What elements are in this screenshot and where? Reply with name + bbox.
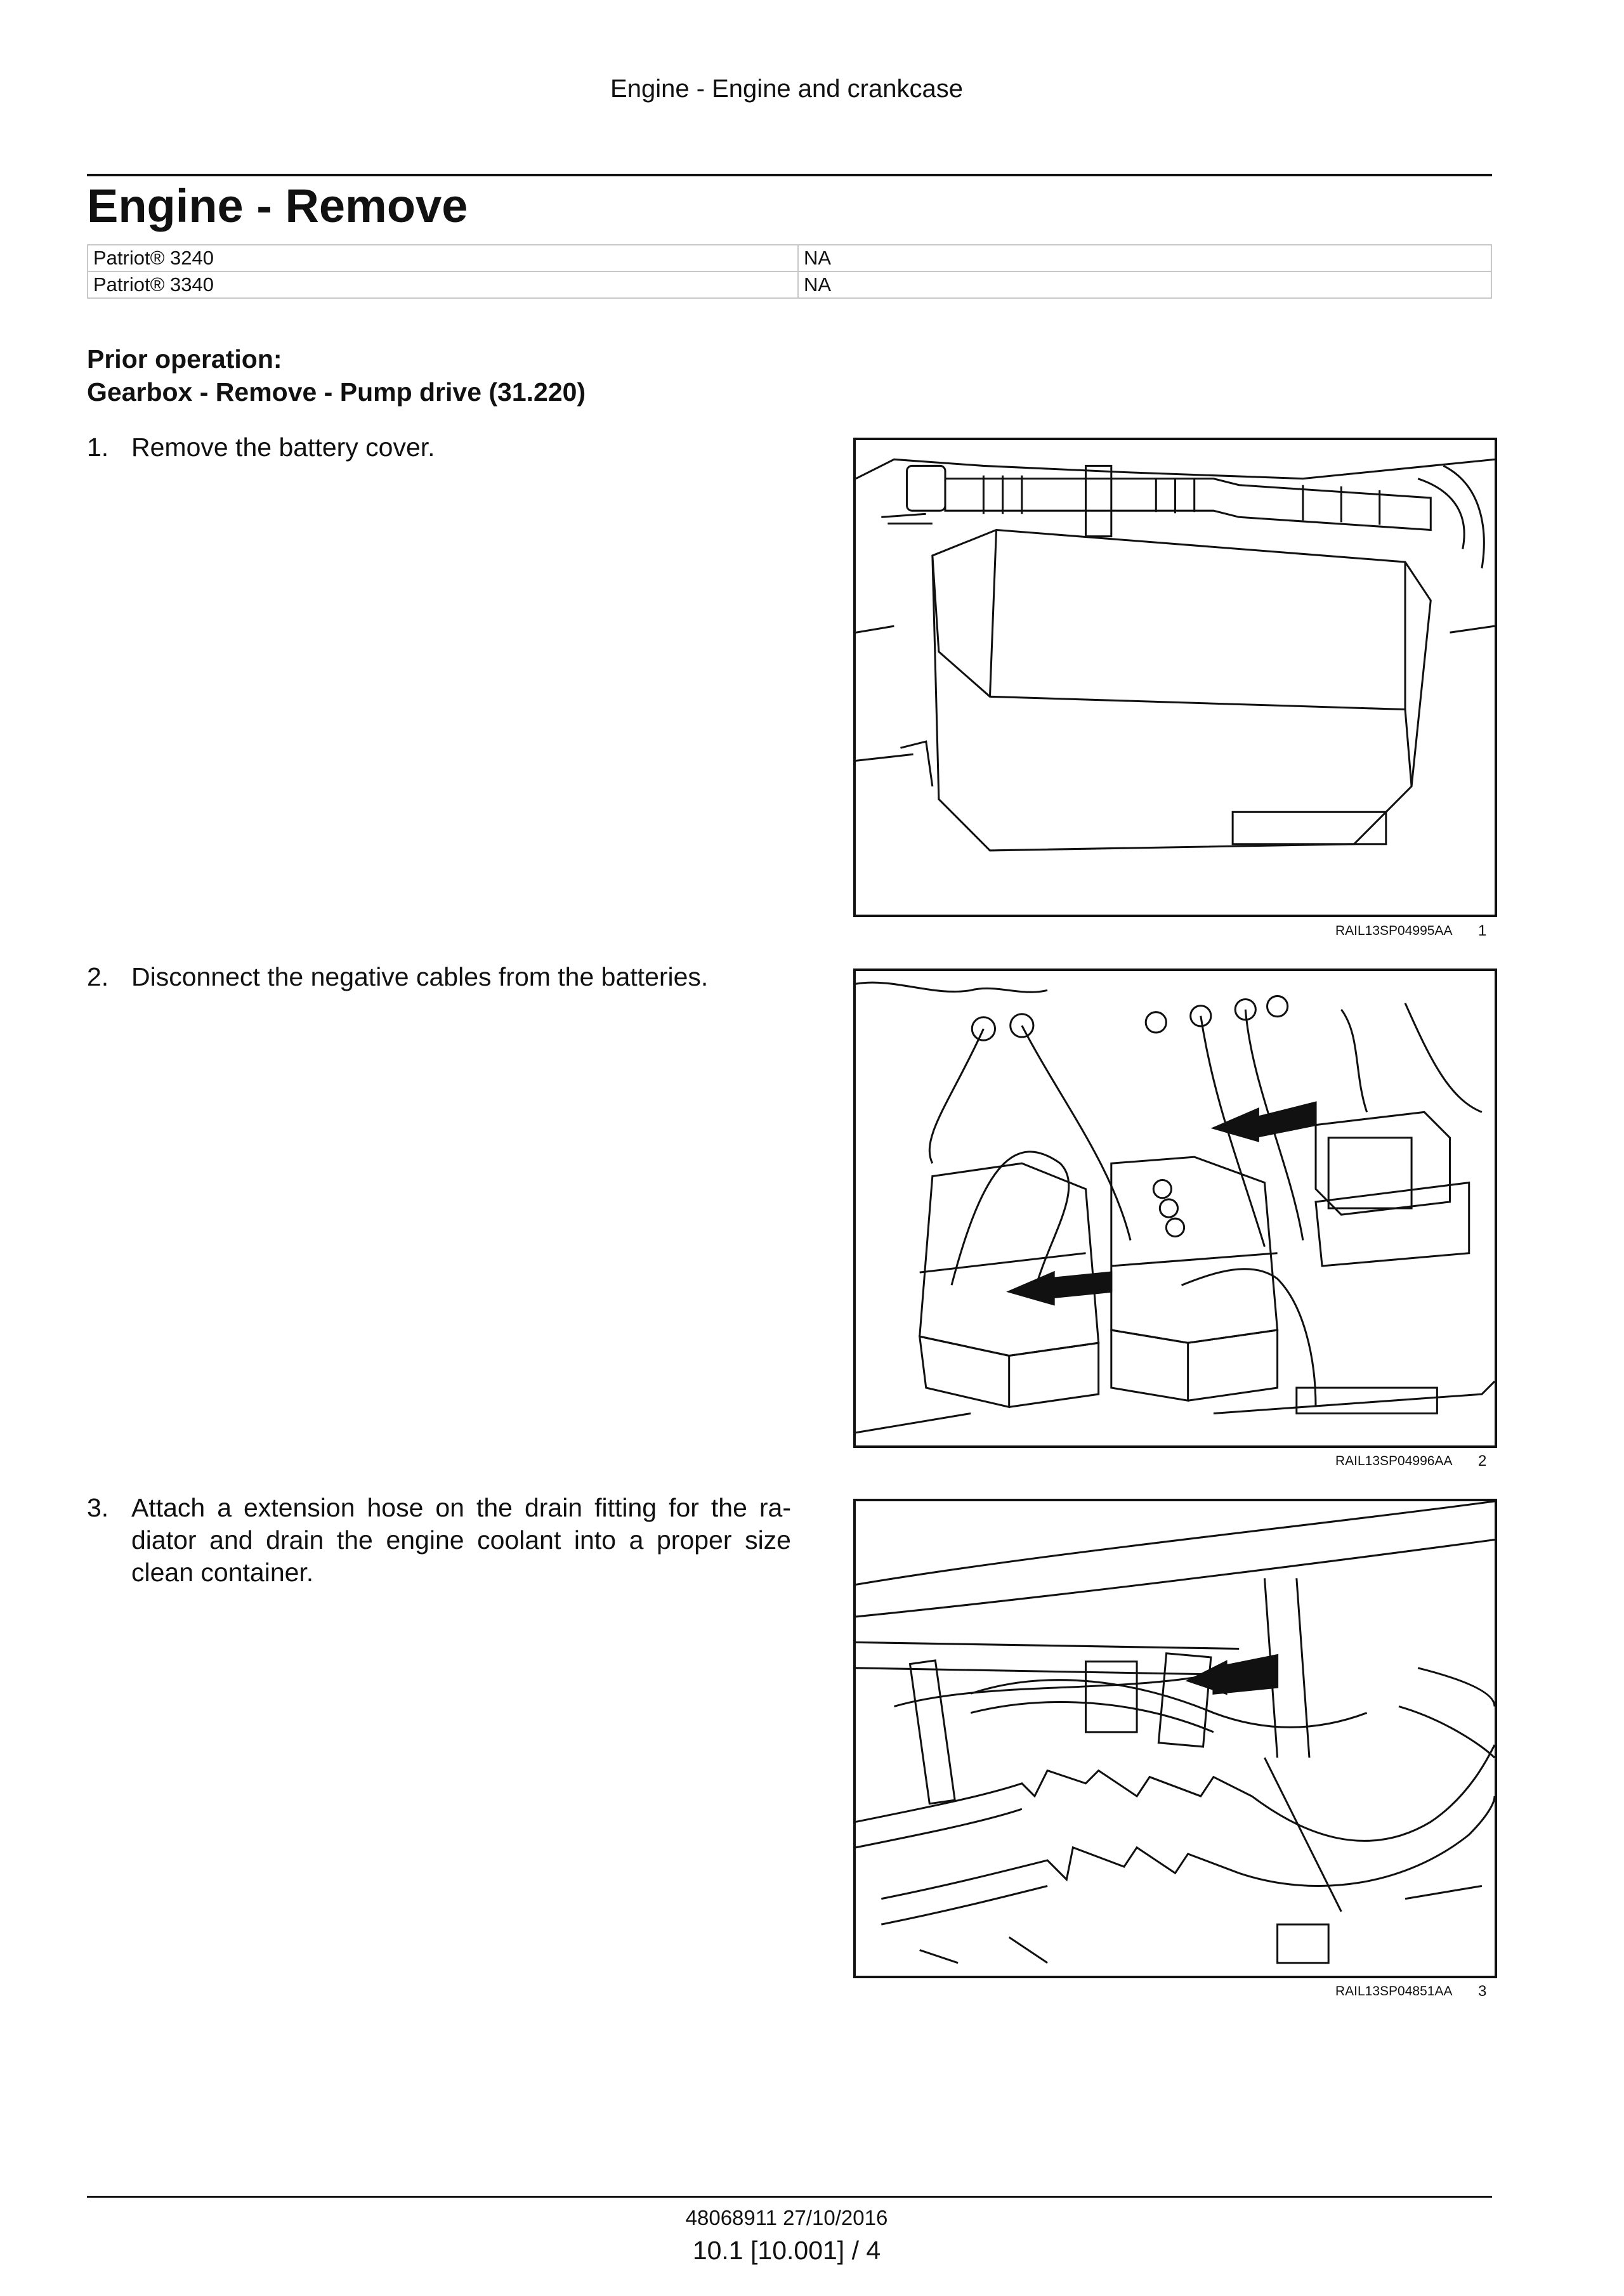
- step-text: Remove the battery cover.: [131, 433, 435, 462]
- model-applicability-table: [87, 244, 1492, 299]
- footer-document-id: 48068911 27/10/2016: [685, 2206, 888, 2229]
- step-3: [87, 1492, 791, 1589]
- table-row: [88, 271, 1491, 298]
- figure-code: RAIL13SP04996AA: [1335, 1454, 1453, 1468]
- figure-code: RAIL13SP04995AA: [1335, 923, 1453, 938]
- model-name-cell: Patriot® 3240: [88, 245, 798, 271]
- table-row: [88, 245, 1491, 271]
- figure-battery-negative-cables: [853, 969, 1497, 1448]
- prior-operation: [87, 342, 586, 408]
- step-number: 1.: [87, 433, 109, 462]
- figure-battery-cover: [853, 438, 1497, 917]
- step-number: 2.: [87, 962, 109, 991]
- step-text: Attach a extension hose on the drain fitting for the ra-diator and drain the engine coolant into a proper size clean container.: [131, 1493, 791, 1587]
- prior-operation-link: Gearbox - Remove - Pump drive (31.220): [87, 377, 586, 407]
- page-title: Engine - Remove: [87, 179, 468, 232]
- model-value-cell: NA: [798, 271, 1491, 298]
- header-rule: [87, 174, 1492, 176]
- figure-number: 3: [1478, 1983, 1487, 2000]
- figure-code: RAIL13SP04851AA: [1335, 1984, 1453, 1999]
- step-1: [87, 431, 791, 464]
- figure-number: 2: [1478, 1452, 1487, 1470]
- figure-number: 1: [1478, 922, 1487, 939]
- step-number: 3.: [87, 1493, 109, 1522]
- running-header: Engine - Engine and crankcase: [610, 75, 963, 103]
- step-2: [87, 961, 791, 993]
- step-text: Disconnect the negative cables from the batteries.: [131, 962, 709, 991]
- model-name-cell: Patriot® 3340: [88, 271, 798, 298]
- model-value-cell: NA: [798, 245, 1491, 271]
- footer-rule: [87, 2196, 1492, 2198]
- prior-operation-label: Prior operation:: [87, 344, 282, 374]
- footer-page-number: 10.1 [10.001] / 4: [692, 2236, 881, 2265]
- figure-radiator-drain: [853, 1499, 1497, 1978]
